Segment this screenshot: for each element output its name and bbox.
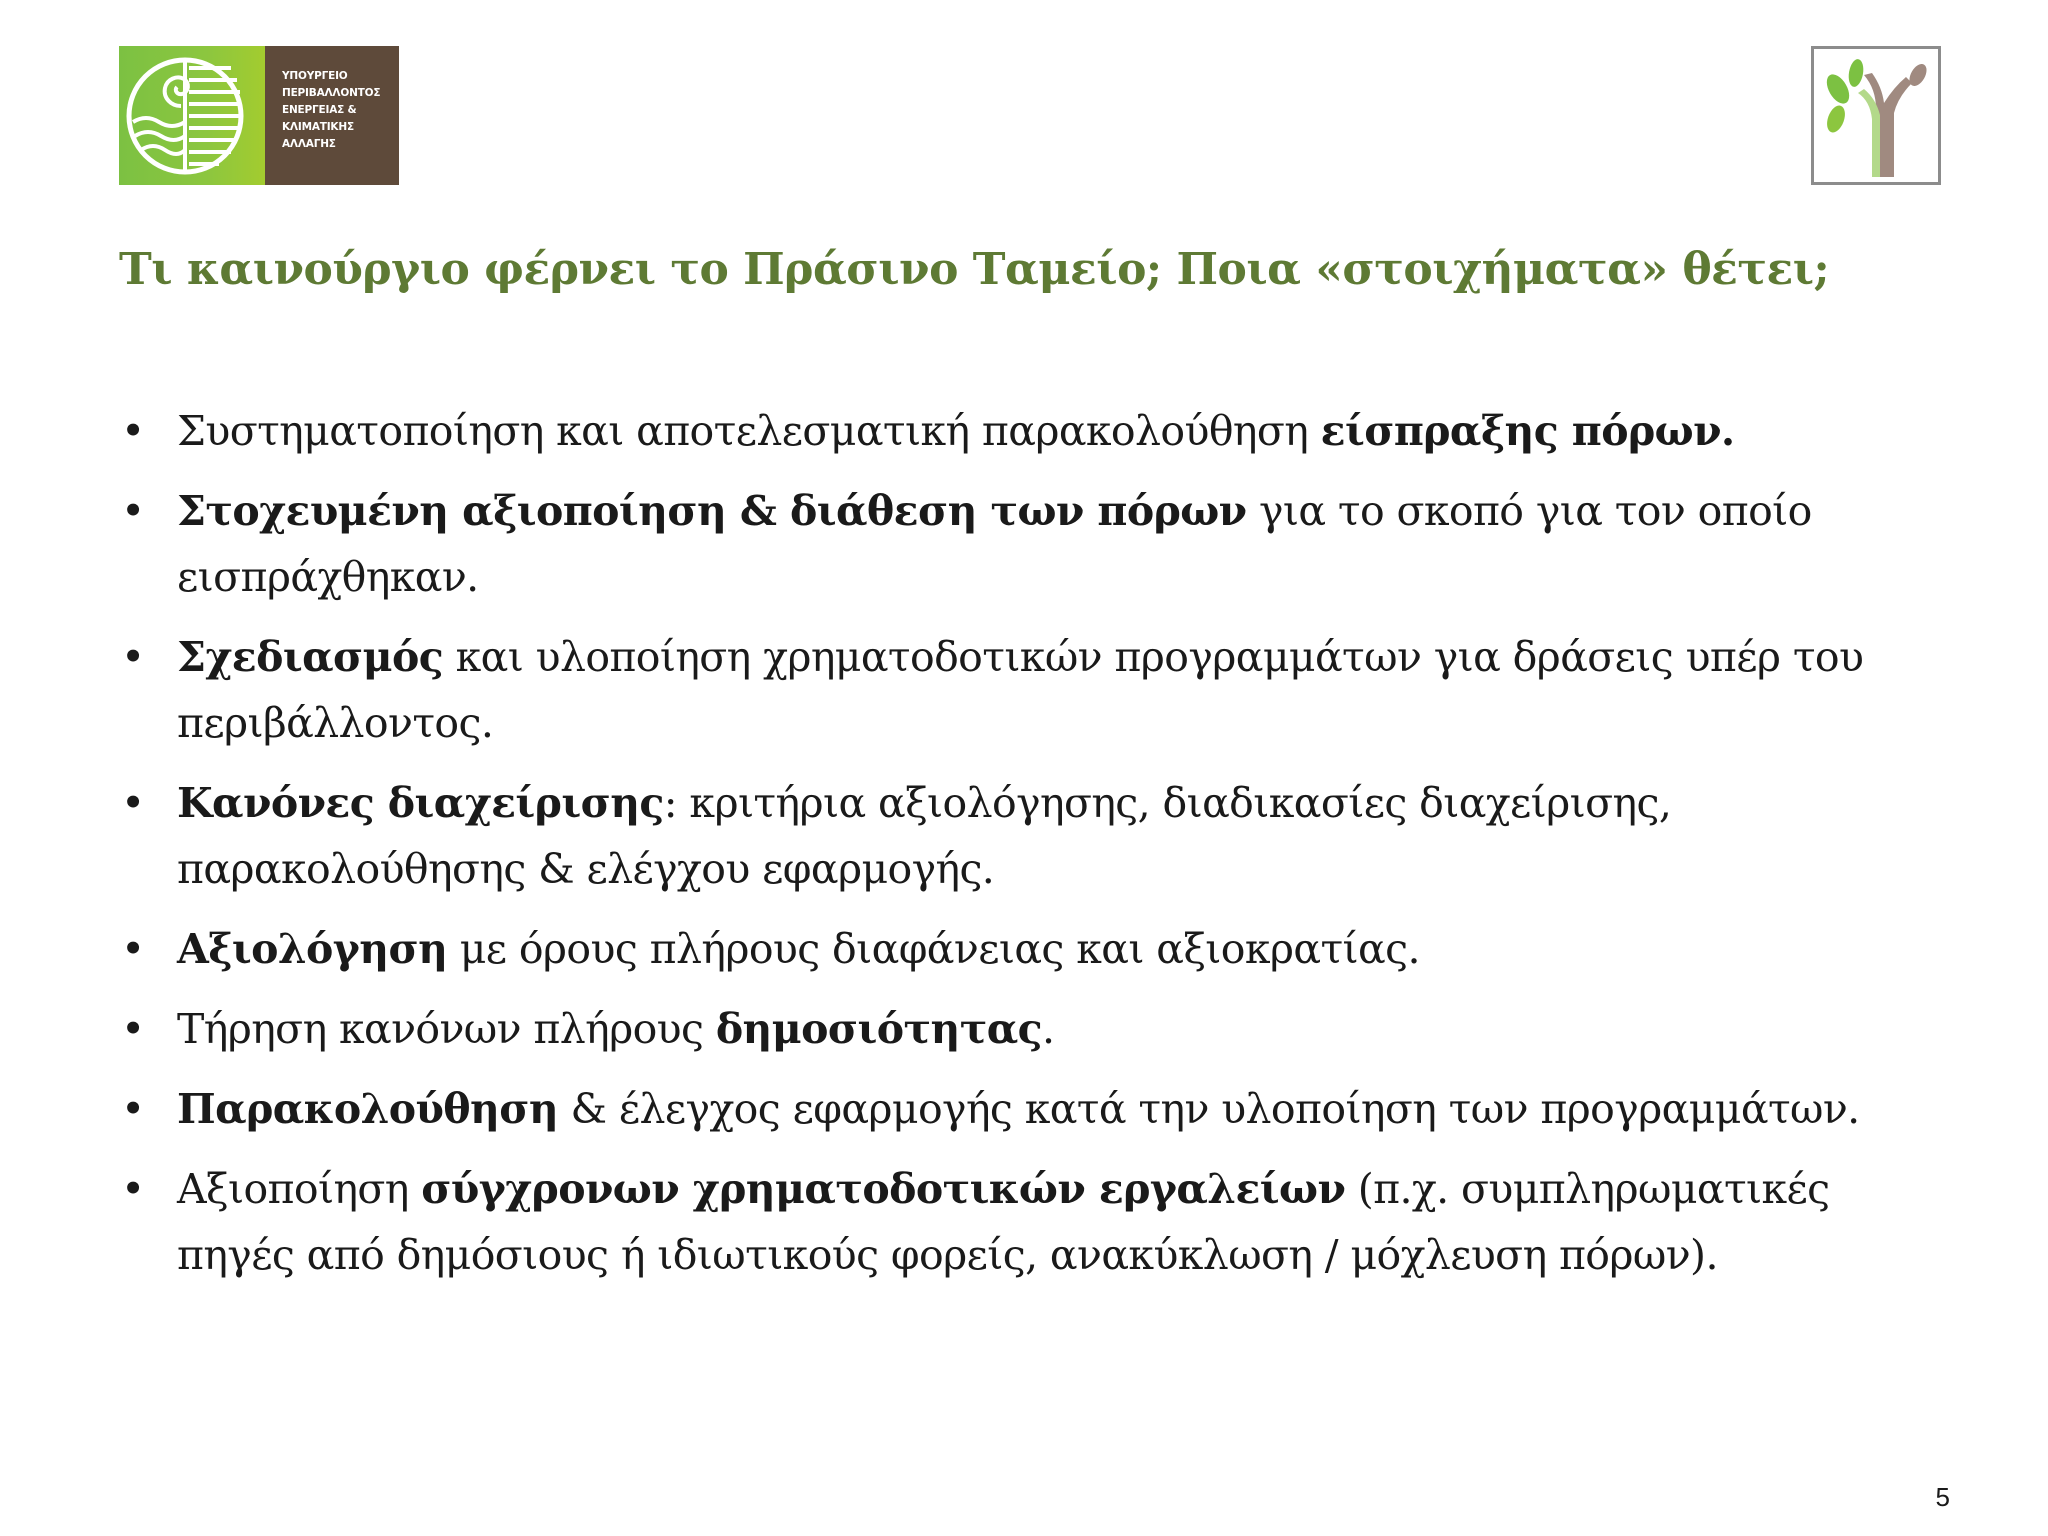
bullet-text: Τήρηση κανόνων πλήρους (177, 1005, 716, 1053)
bullet-list (117, 398, 1957, 1302)
page-number: 5 (1935, 1482, 1950, 1512)
bullet-item (117, 916, 1957, 982)
bullet-icon: • (121, 633, 145, 681)
ministry-name-line: ΠΕΡΙΒΑΛΛΟΝΤΟΣ (282, 87, 381, 99)
bullet-icon: • (121, 1085, 145, 1133)
bullet-item (117, 624, 1957, 756)
ministry-emblem-icon (119, 46, 265, 185)
bullet-text: Συστηματοποίηση και αποτελεσματική παρακολούθηση (177, 407, 1321, 455)
bullet-icon: • (121, 1005, 145, 1053)
bullet-icon: • (121, 1165, 145, 1213)
ministry-name-line: ΕΝΕΡΓΕΙΑΣ & (282, 104, 357, 116)
bullet-icon: • (121, 925, 145, 973)
bullet-item (117, 770, 1957, 902)
bullet-item (117, 1156, 1957, 1288)
bullet-bold: είσπραξης πόρων. (1320, 407, 1735, 455)
bullet-bold: δημοσιότητας (715, 1005, 1043, 1053)
bullet-bold: Κανόνες διαχείρισης (177, 779, 664, 827)
ministry-name-line: ΚΛΙΜΑΤΙΚΗΣ (282, 121, 354, 133)
bullet-icon: • (121, 487, 145, 535)
bullet-item (117, 996, 1957, 1062)
bullet-text: με όρους πλήρους διαφάνειας και αξιοκρατίας. (447, 925, 1420, 973)
bullet-text: : κριτήρια αξιολόγησης, διαδικασίες διαχείρισης, παρακολούθησης & ελέγχου εφαρμογής. (177, 779, 1672, 893)
bullet-bold: Στοχευμένη αξιοποίηση & διάθεση των πόρων (177, 487, 1247, 535)
ministry-name-line: ΥΠΟΥΡΓΕΙΟ (282, 70, 348, 82)
ministry-name-line: ΑΛΛΑΓΗΣ (282, 138, 336, 150)
bullet-text: για το σκοπό για τον οποίο εισπράχθηκαν. (177, 487, 1812, 601)
bullet-icon: • (121, 779, 145, 827)
bullet-text: . (1042, 1005, 1055, 1053)
bullet-text: (π.χ. συμπληρωματικές πηγές από δημόσιους ή ιδιωτικούς φορείς, ανακύκλωση / μόχλευση πόρων). (177, 1165, 1830, 1279)
bullet-bold: Σχεδιασμός (177, 633, 444, 681)
bullet-bold: σύγχρονων χρηματοδοτικών εργαλείων (421, 1165, 1346, 1213)
bullet-text: & έλεγχος εφαρμογής κατά την υλοποίηση των προγραμμάτων. (558, 1085, 1860, 1133)
ministry-name (265, 46, 399, 185)
bullet-icon: • (121, 407, 145, 455)
bullet-bold: Παρακολούθηση (177, 1085, 559, 1133)
ministry-logo (119, 46, 399, 185)
bullet-item (117, 478, 1957, 610)
bullet-bold: Αξιολόγηση (177, 925, 448, 973)
bullet-item (117, 398, 1957, 464)
bullet-item (117, 1076, 1957, 1142)
slide-title: Τι καινούργιο φέρνει το Πράσινο Ταμείο; Ποια «στοιχήματα» θέτει; (119, 244, 1830, 295)
bullet-text: και υλοποίηση χρηματοδοτικών προγραμμάτων για δράσεις υπέρ του περιβάλλοντος. (177, 633, 1864, 747)
tree-logo-icon (1811, 46, 1941, 185)
bullet-text: Αξιοποίηση (177, 1165, 422, 1213)
